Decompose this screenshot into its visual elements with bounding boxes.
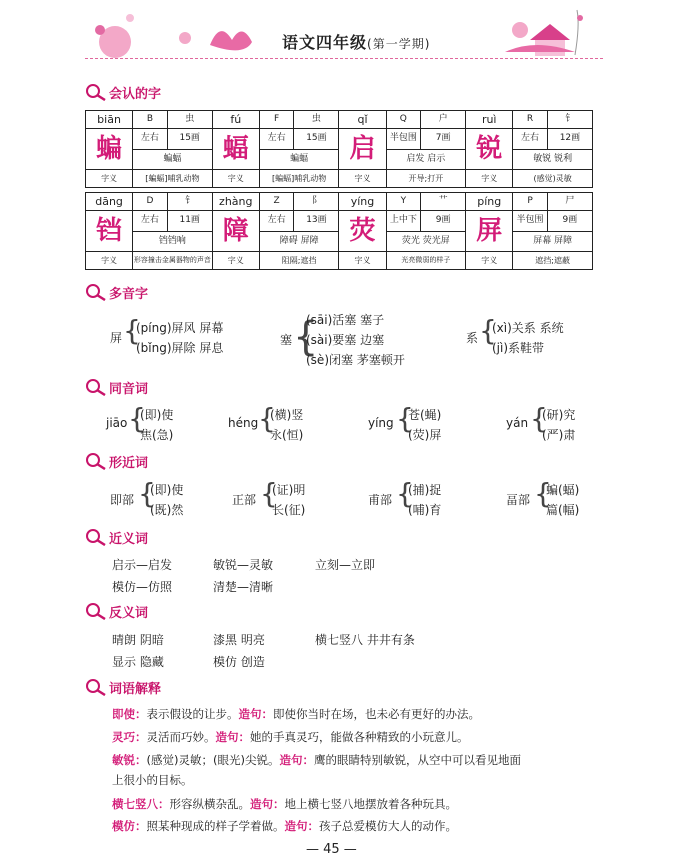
magnifier-icon [85, 602, 107, 620]
antonym-item: 显示 隐藏 [112, 655, 164, 669]
big-char: 障 [212, 211, 259, 252]
magnifier-icon [85, 283, 107, 301]
big-char: 锐 [466, 129, 513, 170]
section-polyphone: 多音字 [85, 282, 148, 302]
magnifier-icon [85, 83, 107, 101]
section-explain: 词语解释 [85, 677, 161, 697]
polyphone-list: 屏 { (píng)屏风 屏幕 (bǐng)屏除 屏息 塞 { (sāi)活塞 塞子 (sài)要塞 边塞 (sè)闭塞 茅塞顿开 系 { (xì)关系 系统 (jì)系鞋带 [110, 313, 564, 367]
big-char: 蝠 [212, 129, 259, 170]
antonym-item: 晴朗 阴暗 [112, 633, 164, 647]
big-char: 屏 [466, 211, 513, 252]
section-similar: 形近词 [85, 451, 148, 471]
magnifier-icon [85, 678, 107, 696]
section-synonym: 近义词 [85, 527, 148, 547]
pinyin: biān [86, 111, 133, 129]
magnifier-icon [85, 528, 107, 546]
antonym-item: 横七竖八 井井有条 [315, 633, 415, 647]
section-recognize: 会认的字 [85, 82, 161, 102]
page-number: — 45 — [306, 842, 357, 857]
header-divider [85, 58, 603, 59]
antonym-item: 漆黑 明亮 [213, 633, 265, 647]
bunny-icon [210, 31, 252, 50]
section-antonym: 反义词 [85, 601, 148, 621]
definition-row: 敏锐：(感觉)灵敏；(眼光)尖锐。造句：鹰的眼睛特别敏锐，从空中可以看见地面 [112, 753, 521, 767]
similar-list: 即部 { (即)使 (既)然 正部 { (证)明 长(征) 甫部 { (捕)捉 (哺)育 畐部 { 蝙(蝠) 篇(幅) [110, 477, 580, 517]
definition-row: 模仿：照某种现成的样子学着做。造句：孩子总爱模仿大人的动作。 [112, 819, 457, 833]
char-table-1: biān B 虫 fú F 虫 qǐ Q 户 ruì R 钅 蝙 左右 15画 蝠 左右 15画 启 半包围 7画 锐 左右 12画 蝙蝠 蝙蝠 启发 启示 敏锐 锐利 字义 [蝙蝠]哺乳动物 字义 [蝙蝠]哺乳动物 字义 开导;打开 字义 (感觉)灵敏 [85, 110, 593, 188]
page-header [0, 0, 689, 80]
big-char: 启 [339, 129, 386, 170]
definition-row: 即使：表示假设的让步。造句：即使你当时在场，也未必有更好的办法。 [112, 707, 480, 721]
synonym-item: 立刻—立即 [315, 558, 376, 572]
char-table-2: dāng D 钅 zhàng Z 阝 yíng Y 艹 píng P 尸 铛 左右 11画 障 左右 13画 荧 上中下 9画 屏 半包围 9画 铛铛响 障碍 屏障 荧光 荧光屏 屏幕 屏障 字义 形容撞击金属器物的声音 字义 阻隔;遮挡 字义 光亮微弱的样子 字义 遮挡;遮蔽 [85, 192, 593, 270]
definition-row: 横七竖八：形容纵横杂乱。造句：地上横七竖八地摆放着各种玩具。 [112, 797, 457, 811]
definition-row: 灵巧：灵活而巧妙。造句：她的手真灵巧，能做各种精致的小玩意儿。 [112, 730, 469, 744]
section-homophone: 同音词 [85, 377, 148, 397]
definition-row: 上很小的目标。 [112, 773, 193, 787]
synonym-item: 敏锐—灵敏 [213, 558, 274, 572]
magnifier-icon [85, 452, 107, 470]
synonym-item: 启示—启发 [112, 558, 173, 572]
big-char: 荧 [339, 211, 386, 252]
big-char: 铛 [86, 211, 133, 252]
antonym-item: 模仿 创造 [213, 655, 265, 669]
homophone-list: jiāo { (即)使 焦(急) héng { (横)竖 永(恒) yíng { 苍(蝇) (荧)屏 yán { (研)究 (严)肃 [106, 402, 576, 442]
book-title: 语文四年级(第一学期) [282, 33, 431, 52]
synonym-item: 清楚—清晰 [213, 580, 274, 594]
big-char: 蝙 [86, 129, 133, 170]
synonym-item: 模仿—仿照 [112, 580, 173, 594]
magnifier-icon [85, 378, 107, 396]
